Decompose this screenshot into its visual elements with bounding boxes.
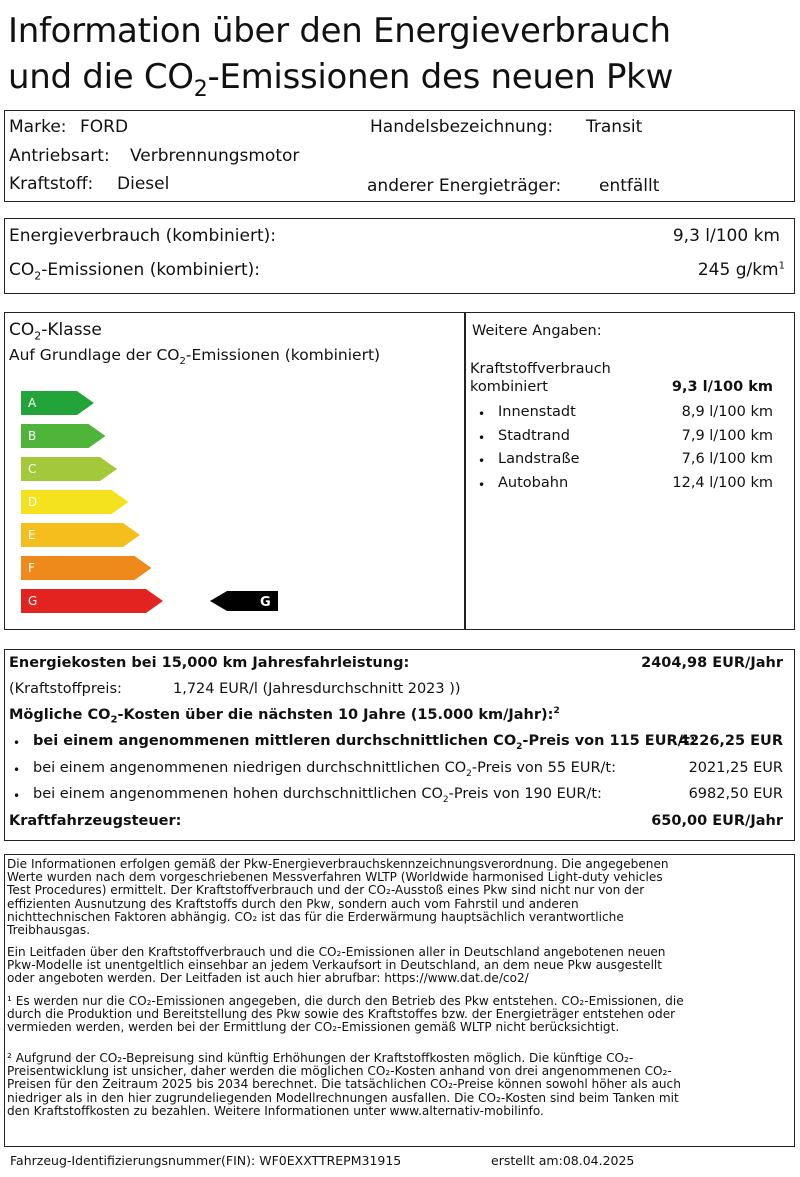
co2-basis-pre: Auf Grundlage der CO: [9, 346, 180, 364]
co2-item-pre: bei einem angenommenen hohen durchschnittlichen CO: [33, 786, 443, 802]
note-line: Ein Leitfaden über den Kraftstoffverbrauch und die CO₂-Emissionen aller in Deutschland angebotenen neuen: [7, 945, 666, 959]
bullet: •: [478, 431, 486, 445]
co2-label-post: -Emissionen: [41, 260, 145, 280]
co2-item-pre: bei einem angenommenen mittleren durchschnittlichen CO: [33, 733, 517, 749]
note-line: Treibhausgas.: [7, 923, 91, 938]
note-line: Test Procedures) ermittelt. Der Kraftstoffverbrauch und der CO₂-Ausstoß eines Pkw sind nicht nur von der: [7, 883, 645, 898]
co2-class-letter-d: D: [28, 495, 38, 509]
further-row-label: Autobahn: [498, 475, 569, 491]
note-line: nichttechnischen Faktoren abhängig. CO₂ ist das für die Erderwärmung hauptsächlich verantwortliche: [7, 909, 624, 924]
further-row-label: Innenstadt: [498, 404, 576, 420]
title-sub: 2: [193, 76, 208, 102]
co2-basis-post: -Emissionen (kombiniert): [185, 346, 381, 364]
fuel-price-value: 1,724 EUR/l (Jahresdurchschnitt 2023 )): [173, 681, 461, 697]
note-line: oder angeboten werden. Der Leitfaden ist auch hier abrufbar: https://www.dat.de/co2/: [7, 971, 529, 986]
bullet: •: [13, 789, 21, 803]
co2-cost-value-high: 6982,50 EUR: [688, 786, 783, 802]
bullet: •: [478, 478, 486, 492]
co2-class-letter-g: G: [28, 594, 38, 608]
energy-label-note: (kombiniert):: [165, 226, 276, 246]
energy-cost-value: 2404,98 EUR/Jahr: [641, 655, 783, 671]
co2-class-basis: [9, 346, 380, 367]
current-class-letter: G: [260, 595, 271, 610]
co2-cost-item-low: [33, 760, 616, 779]
co2-class-letter-b: B: [28, 429, 37, 443]
note-paragraph-1: [7, 858, 793, 937]
co2-class-sub: 2: [34, 329, 42, 343]
vehicle-tax-value: 650,00 EUR/Jahr: [651, 813, 783, 829]
fuel-value: Diesel: [117, 174, 170, 194]
created-label: erstellt am:: [491, 1153, 563, 1168]
note-paragraph-2: [7, 946, 793, 986]
fin-line: [10, 1153, 401, 1168]
note-line: Die Informationen erfolgen gemäß der Pkw-Energieverbrauchskennzeichnungsverordnung. Die angegebenen: [7, 857, 669, 871]
co2-class-divider: [464, 313, 466, 629]
co2-class-letter-c: C: [28, 462, 37, 476]
co2-value-sup: 1: [778, 260, 785, 272]
footnote-2: [7, 1052, 793, 1118]
trade-label: Handelsbezeichnung:: [370, 117, 554, 137]
further-row-label: Landstraße: [498, 451, 580, 467]
further-row-label: Stadtrand: [498, 428, 570, 444]
note-line: niedriger als in den hier zugrundeliegenden Modellrechnungen ausfallen. Die CO₂-Kosten sind beim Tanken mit: [7, 1090, 679, 1105]
energy-label-main: Energieverbrauch: [9, 226, 161, 246]
further-heading: Weitere Angaben:: [472, 323, 602, 339]
bullet: •: [13, 736, 21, 750]
further-row-value: 12,4 l/100 km: [672, 475, 773, 491]
co2-class-arrow-e: [21, 523, 140, 547]
co2-cost-item-high: [33, 786, 602, 805]
note-line: effizienten Ausnutzung des Kraftstoffs durch den Pkw, sondern auch vom Fahrstil und anderen: [7, 896, 579, 911]
title-co: und die CO: [8, 57, 194, 97]
co2-cost-value-low: 2021,25 EUR: [688, 760, 783, 776]
page-title-line2: [8, 54, 673, 113]
created-value: 08.04.2025: [562, 1153, 635, 1168]
note-line: Pkw-Modelle ist unentgeltlich einsehbar an jedem Verkaufsort in Deutschland, an dem neue Pkw ausgestellt: [7, 958, 663, 973]
co2-cost-pre: Mögliche CO: [9, 706, 111, 723]
co2-item-post: -Preis von 55 EUR/t:: [471, 760, 616, 776]
energy-cost-label: Energiekosten bei 15,000 km Jahresfahrleistung:: [9, 655, 410, 671]
co2-label-co: CO: [9, 260, 35, 280]
bullet: •: [478, 407, 486, 421]
co2-cost-sub: 2: [110, 714, 118, 726]
co2-basis-sub: 2: [179, 356, 186, 368]
co2-label-sub: 2: [34, 269, 42, 283]
note-line: den Kraftstoffkosten zu bezahlen. Weitere Informationen unter www.alternativ-mobilinfo.: [7, 1103, 544, 1118]
brand-label: Marke:: [9, 117, 67, 137]
trade-value: Transit: [586, 117, 643, 137]
co2-class-letter-a: A: [28, 396, 37, 410]
bullet: •: [13, 763, 21, 777]
fin-label: Fahrzeug-Identifizierungsnummer(FIN):: [10, 1153, 256, 1168]
fuel-label: Kraftstoff:: [9, 174, 94, 194]
note-line: durch die Produktion und Bereitstellung des Pkw sowie des Kraftstoffes bzw. der Energieträger entstehen oder: [7, 1007, 676, 1022]
note-line: Preisentwicklung ist unsicher, daher werden die möglichen CO₂-Kosten anhand von drei angenommenen CO₂-: [7, 1064, 672, 1079]
co2-cost-value-mid: 4226,25 EUR: [679, 733, 783, 749]
footnote-1: [7, 995, 793, 1035]
page-title-line1: Information über den Energieverbrauch: [8, 11, 671, 51]
co2-item-post: -Preis von 190 EUR/t:: [448, 786, 602, 802]
co2-item-sub: 2: [516, 741, 523, 752]
co2-item-sub: 2: [466, 768, 472, 779]
co2-value-text: 245 g/km: [697, 260, 779, 280]
note-line: Werte wurden nach dem vorgeschriebenen Messverfahren WLTP (Worldwide harmonised Light-duty vehicles: [7, 870, 663, 885]
fin-value: WF0EXXTTREPM31915: [259, 1153, 402, 1168]
title-post: -Emissionen des neuen Pkw: [207, 57, 674, 97]
co2-cost-heading: [9, 706, 560, 726]
co2-class-arrow-g: [21, 589, 163, 613]
drive-label: Antriebsart:: [9, 146, 110, 166]
note-line: ¹ Es werden nur die CO₂-Emissionen angegeben, die durch den Betrieb des Pkw entstehen. CO₂-Emissionen, die: [7, 994, 684, 1008]
co2-emissions-value: [698, 260, 785, 280]
created-line: [491, 1153, 634, 1168]
co2-class-arrow-f: [21, 556, 152, 580]
note-line: vermieden werden, werden bei der Ermittlung der CO₂-Emissionen gemäß WLTP nicht berücksichtigt.: [7, 1020, 620, 1035]
co2-item-sub: 2: [442, 794, 449, 805]
co2-label-note: (kombiniert):: [149, 260, 261, 280]
co2-item-pre: bei einem angenommenen niedrigen durchschnittlichen CO: [33, 760, 467, 776]
further-row-value: 7,6 l/100 km: [681, 451, 773, 467]
co2-class-scale: [0, 385, 460, 625]
co2-cost-post: -Kosten über die nächsten 10 Jahre (15.000 km/Jahr):: [117, 706, 554, 723]
further-fuel-label: Kraftstoffverbrauch: [470, 361, 611, 377]
energy-consumption-value: 9,3 l/100 km: [672, 226, 780, 246]
energy-consumption-label: [9, 226, 276, 246]
co2-item-post: -Preis von 115 EUR/t:: [522, 733, 696, 749]
further-combined-value: 9,3 l/100 km: [671, 379, 773, 395]
further-row-value: 7,9 l/100 km: [681, 428, 773, 444]
co2-cost-item-mid: [33, 733, 696, 752]
other-energy-value: entfällt: [599, 176, 660, 196]
further-row-value: 8,9 l/100 km: [681, 404, 773, 420]
co2-class-letter-e: E: [28, 528, 36, 542]
note-line: ² Aufgrund der CO₂-Bepreisung sind künftig Erhöhungen der Kraftstoffkosten möglich. Die künftige CO₂-: [7, 1051, 634, 1065]
fuel-price-label: (Kraftstoffpreis:: [9, 681, 122, 697]
co2-class-post: -Klasse: [41, 320, 102, 340]
further-combined-label: kombiniert: [470, 379, 548, 395]
note-line: Preisen für den Zeitraum 2025 bis 2034 berechnet. Die tatsächlichen CO₂-Preise können sowohl höher als auch: [7, 1077, 681, 1092]
other-energy-label: anderer Energieträger:: [367, 176, 562, 196]
bullet: •: [478, 454, 486, 468]
vehicle-tax-label: Kraftfahrzeugsteuer:: [9, 813, 182, 829]
co2-class-letter-f: F: [28, 561, 35, 575]
brand-value: FORD: [80, 117, 129, 137]
co2-emissions-label: [9, 260, 260, 282]
drive-value: Verbrennungsmotor: [130, 146, 300, 166]
co2-cost-sup: 2: [553, 706, 560, 716]
co2-class-co: CO: [9, 320, 35, 340]
co2-class-heading: [9, 320, 102, 342]
